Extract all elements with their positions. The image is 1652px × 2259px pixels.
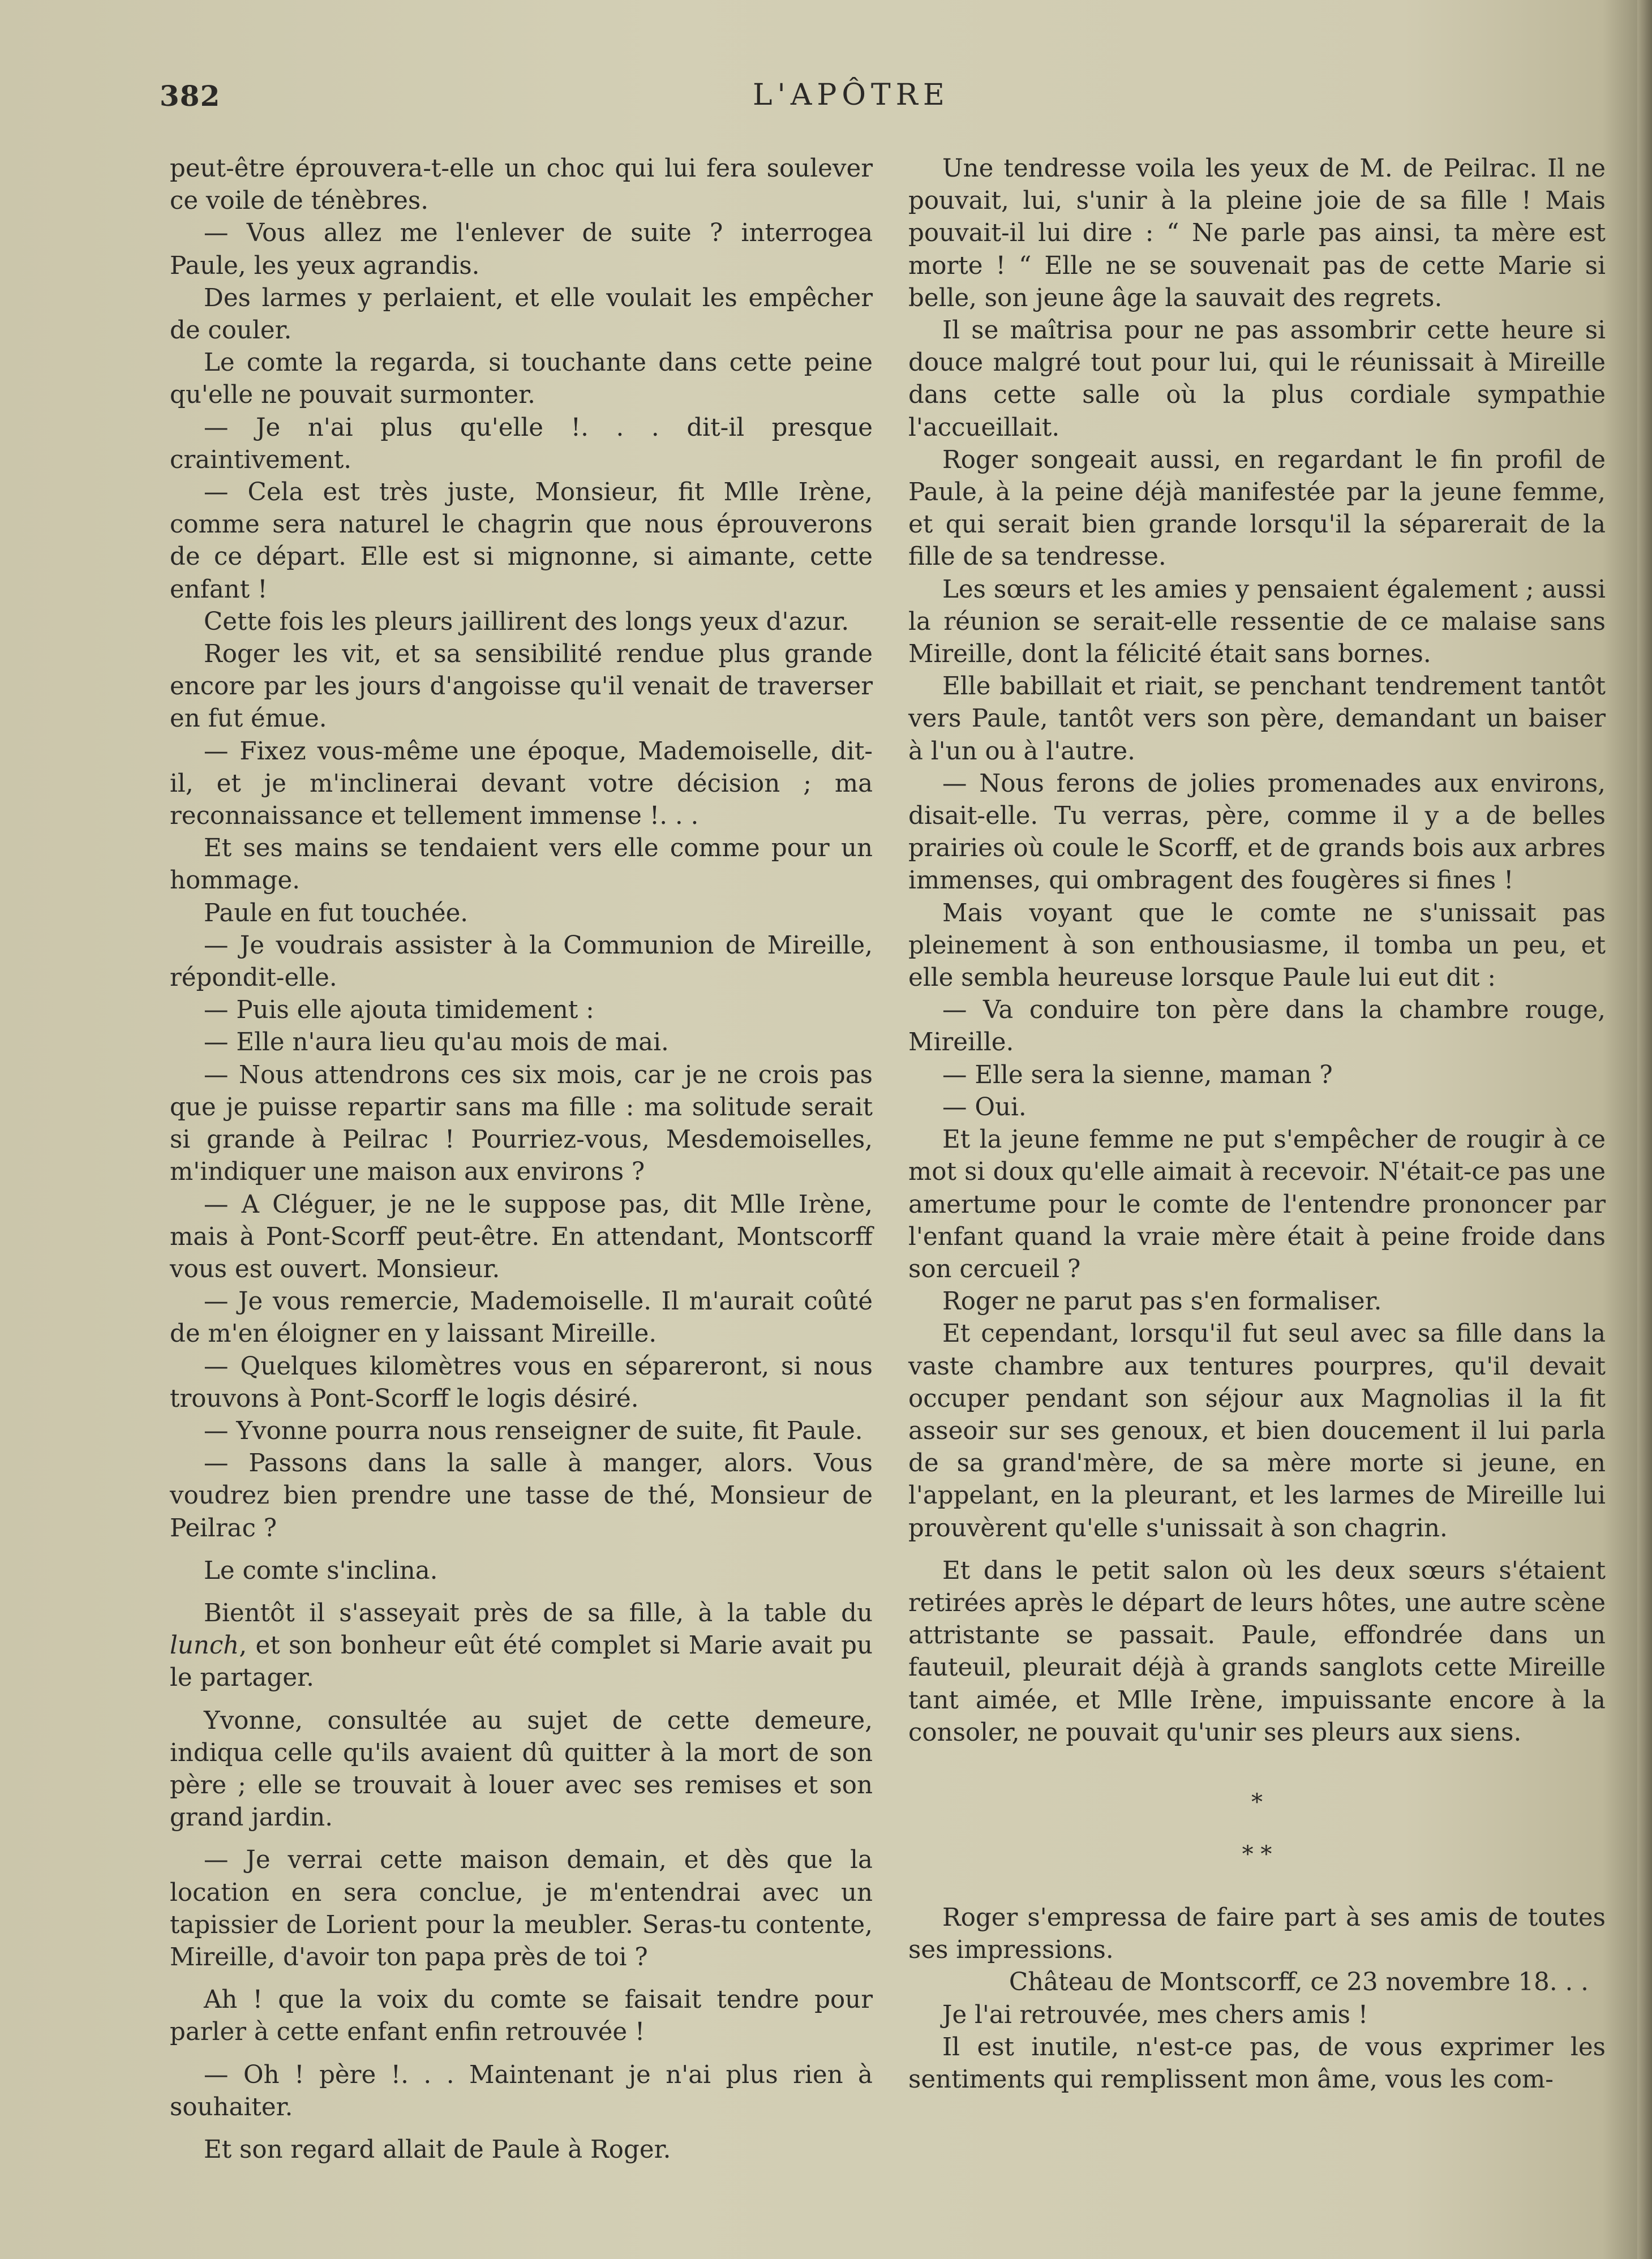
paragraph: — A Cléguer, je ne le suppose pas, dit Mlle Irène, mais à Pont-Scorff peut-être. En attendant, Montscorff vous est ouvert. Monsieur.	[170, 1190, 873, 1283]
paragraph: Roger les vit, et sa sensibilité rendue plus grande encore par les jours d'angoisse qu'il venait de traverser en fut émue.	[170, 640, 873, 733]
paragraph: — Passons dans la salle à manger, alors. Vous voudrez bien prendre une tasse de thé, Monsieur de Peilrac ?	[170, 1449, 873, 1543]
text-run: , et son bonheur eût été complet si Marie avait pu le partager.	[170, 1631, 873, 1693]
asterism-top: *	[1251, 1789, 1263, 1815]
paragraph: — Nous attendrons ces six mois, car je ne crois pas que je puisse repartir sans ma fille : ma solitude serait si grande à Peilrac ! Pourriez-vous, Mesdemoiselles, m'indiquer une maison aux environs ?	[170, 1060, 873, 1187]
paragraph: — Nous ferons de jolies promenades aux environs, disait-elle. Tu verras, père, comme il y a de belles prairies où coule le Scorff, et de grands bois aux arbres immenses, qui ombragent des fougères si fines !	[908, 769, 1606, 895]
paragraph: Mais voyant que le comte ne s'unissait pas pleinement à son enthousiasme, il tomba un peu, et elle sembla heureuse lorsque Paule lui eut dit :	[908, 899, 1606, 993]
paragraph: Et dans le petit salon où les deux sœurs s'étaient retirées après le départ de leurs hôtes, une autre scène attristante se passait. Paule, effondrée dans un fauteuil, pleurait déjà à grands sanglots cette Mireille tant aimée, et Mlle Irène, impuissante encore à la consoler, ne pouvait qu'unir ses pleurs aux siens.	[908, 1556, 1606, 1747]
paragraph: — Va conduire ton père dans la chambre rouge, Mireille.	[908, 996, 1606, 1057]
paragraph: Et son regard allait de Paule à Roger.	[204, 2135, 671, 2164]
paragraph: — Oh ! père !. . . Maintenant je n'ai plus rien à souhaiter.	[170, 2060, 873, 2121]
paragraph: Paule en fut touchée.	[204, 899, 469, 927]
asterism-bottom: * *	[1242, 1841, 1272, 1867]
paragraph: Elle babillait et riait, se penchant tendrement tantôt vers Paule, tantôt vers son père, demandant un baiser à l'un ou à l'autre.	[908, 672, 1606, 766]
page-number: 382	[160, 79, 221, 113]
paragraph: Les sœurs et les amies y pensaient également ; aussi la réunion se serait-elle ressentie de ce malaise sans Mireille, dont la félicité était sans bornes.	[908, 575, 1606, 669]
section-break-asterism	[908, 1776, 1606, 1880]
paragraph: — Fixez vous-même une époque, Mademoiselle, dit-il, et je m'inclinerai devant votre décision ; ma reconnaissance et tellement immense !. . .	[170, 737, 873, 831]
paragraph: Roger ne parut pas s'en formaliser.	[942, 1287, 1382, 1316]
italic-word: lunch	[170, 1631, 239, 1660]
page-edge	[1637, 0, 1652, 2259]
paragraph: Le comte s'inclina.	[204, 1556, 438, 1585]
paragraph: Roger songeait aussi, en regardant le fin profil de Paule, à la peine déjà manifestée par la jeune femme, et qui serait bien grande lorsqu'il la séparerait de la fille de sa tendresse.	[908, 445, 1606, 572]
paragraph: Et cependant, lorsqu'il fut seul avec sa fille dans la vaste chambre aux tentures pourpres, qu'il devait occuper pendant son séjour aux Magnolias il la fit asseoir sur ses genoux, et bien doucement il lui parla de sa grand'mère, de sa mère morte si jeune, en l'appelant, en la pleurant, et les larmes de Mireille lui prouvèrent qu'elle s'unissait à son chagrin.	[908, 1320, 1606, 1543]
paragraph: — Elle n'aura lieu qu'au mois de mai.	[204, 1028, 669, 1057]
paragraph	[170, 1597, 873, 1695]
paragraph: — Je n'ai plus qu'elle !. . . dit-il presque craintivement.	[170, 413, 873, 474]
letter-dateline: Château de Montscorff, ce 23 novembre 18. . .	[1009, 1968, 1589, 1997]
paragraph: Le comte la regarda, si touchante dans cette peine qu'elle ne pouvait surmonter.	[170, 349, 873, 410]
paragraph: Cette fois les pleurs jaillirent des longs yeux d'azur.	[204, 607, 849, 636]
right-column	[908, 153, 1606, 2096]
paragraph: — Cela est très juste, Monsieur, fit Mlle Irène, comme sera naturel le chagrin que nous éprouverons de ce départ. Elle est si mignonne, si aimante, cette enfant !	[170, 478, 873, 604]
paragraph: — Quelques kilomètres vous en sépareront, si nous trouvons à Pont-Scorff le logis désiré.	[170, 1352, 873, 1413]
paragraph: Roger s'empressa de faire part à ses amis de toutes ses impressions.	[908, 1903, 1606, 1965]
running-title: L'APÔTRE	[753, 78, 950, 112]
paragraph: — Vous allez me l'enlever de suite ? interrogea Paule, les yeux agrandis.	[170, 219, 873, 280]
paragraph: — Je vous remercie, Mademoiselle. Il m'aurait coûté de m'en éloigner en y laissant Mireille.	[170, 1287, 873, 1348]
paragraph: Ah ! que la voix du comte se faisait tendre pour parler à cette enfant enfin retrouvée !	[170, 1986, 873, 2047]
paragraph: — Je voudrais assister à la Communion de Mireille, répondit-elle.	[170, 931, 873, 993]
paragraph: — Puis elle ajouta timidement :	[204, 996, 594, 1025]
paragraph: Yvonne, consultée au sujet de cette demeure, indiqua celle qu'ils avaient dû quitter à la mort de son père ; elle se trouvait à louer avec ses remises et son grand jardin.	[170, 1706, 873, 1832]
paragraph: Une tendresse voila les yeux de M. de Peilrac. Il ne pouvait, lui, s'unir à la pleine joie de sa fille ! Mais pouvait-il lui dire : “ Ne parle pas ainsi, ta mère est morte ! “ Elle ne se souvenait pas de cette Marie si belle, son jeune âge la sauvait des regrets.	[908, 154, 1606, 312]
paragraph: peut-être éprouvera-t-elle un choc qui lui fera soulever ce voile de ténèbres.	[170, 154, 873, 216]
paragraph: — Elle sera la sienne, maman ?	[942, 1060, 1333, 1089]
paragraph: — Yvonne pourra nous renseigner de suite, fit Paule.	[204, 1416, 863, 1445]
paragraph: Il est inutile, n'est-ce pas, de vous exprimer les sentiments qui remplissent mon âme, vous les com-	[908, 2033, 1606, 2094]
paragraph: — Oui.	[942, 1093, 1027, 1122]
paragraph: — Je verrai cette maison demain, et dès que la location en sera conclue, je m'entendrai avec un tapissier de Lorient pour la meubler. Seras-tu contente, Mireille, d'avoir ton papa près de toi ?	[170, 1846, 873, 1972]
paragraph: Et la jeune femme ne put s'empêcher de rougir à ce mot si doux qu'elle aimait à recevoir. N'était-ce pas une amertume pour le comte de l'entendre prononcer par l'enfant quand la vraie mère était à peine froide dans son cercueil ?	[908, 1126, 1606, 1283]
paragraph: Des larmes y perlaient, et elle voulait les empêcher de couler.	[170, 284, 873, 345]
paragraph: Je l'ai retrouvée, mes chers amis !	[942, 2000, 1368, 2029]
paragraph: Il se maîtrisa pour ne pas assombrir cette heure si douce malgré tout pour lui, qui le réunissait à Mireille dans cette salle où la plus cordiale sympathie l'accueillait.	[908, 316, 1606, 442]
text-run: Bientôt il s'asseyait près de sa fille, à la table du	[204, 1599, 873, 1627]
left-column	[170, 153, 873, 2166]
paragraph: Et ses mains se tendaient vers elle comme pour un hommage.	[170, 834, 873, 895]
